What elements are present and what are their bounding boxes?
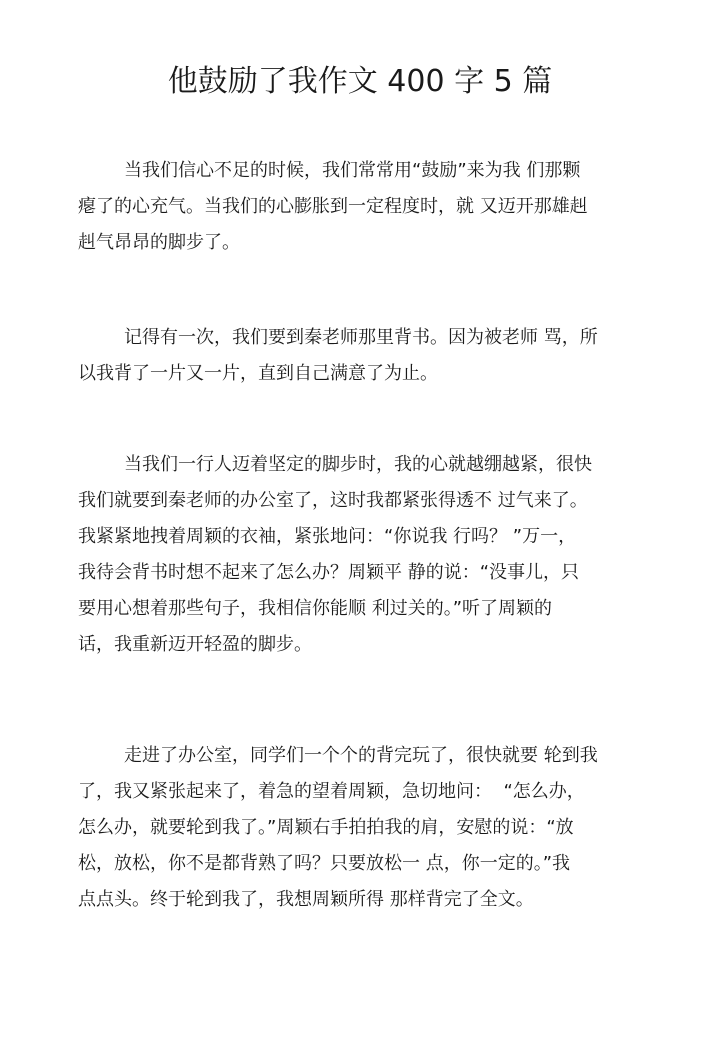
paragraph-2 (78, 320, 648, 392)
paragraph-4 (78, 738, 648, 918)
paragraph-line: 要用心想着那些句子，我相信你能顺 利过关的。”听了周颖的 (78, 598, 553, 619)
paragraph-1 (78, 153, 648, 261)
paragraph-line: 点点头。终于轮到我了，我想周颖所得 那样背完了全文。 (78, 889, 534, 910)
paragraph-line: 走进了办公室，同学们一个个的背完玩了，很快就要 轮到我 (124, 745, 598, 766)
paragraph-line: 瘪了的心充气。当我们的心膨胀到一定程度时，就 又迈开那雄赳 (78, 196, 588, 217)
paragraph-line: 以我背了一片又一片，直到自己满意了为止。 (78, 363, 438, 384)
paragraph-line: 当我们一行人迈着坚定的脚步时，我的心就越绷越紧，很快 (124, 454, 592, 475)
paragraph-line: 我紧紧地拽着周颖的衣袖，紧张地问：“你说我 行吗？ ”万一， (78, 526, 577, 547)
paragraph-line: 我待会背书时想不起来了怎么办？周颖平 静的说：“没事儿，只 (78, 562, 580, 583)
paragraph-line: 我们就要到秦老师的办公室了，这时我都紧张得透不 过气来了。 (78, 490, 588, 511)
paragraph-line: 松，放松，你不是都背熟了吗？只要放松一 点，你一定的。”我 (78, 853, 571, 874)
paragraph-line: 了，我又紧张起来了，着急的望着周颖，急切地问： “怎么办， (78, 781, 585, 802)
paragraph-line: 当我们信心不足的时候，我们常常用“鼓励”来为我 们那颗 (124, 160, 581, 181)
paragraph-line: 话，我重新迈开轻盈的脚步。 (78, 634, 312, 655)
paragraph-line: 怎么办，就要轮到我了。”周颖右手拍拍我的肩，安慰的说：“放 (78, 817, 574, 838)
paragraph-line: 赳气昂昂的脚步了。 (78, 232, 240, 253)
document-title: 他鼓励了我作文 400 字 5 篇 (167, 64, 553, 99)
paragraph-3 (78, 447, 648, 663)
paragraph-line: 记得有一次，我们要到秦老师那里背书。因为被老师 骂，所 (124, 327, 598, 348)
